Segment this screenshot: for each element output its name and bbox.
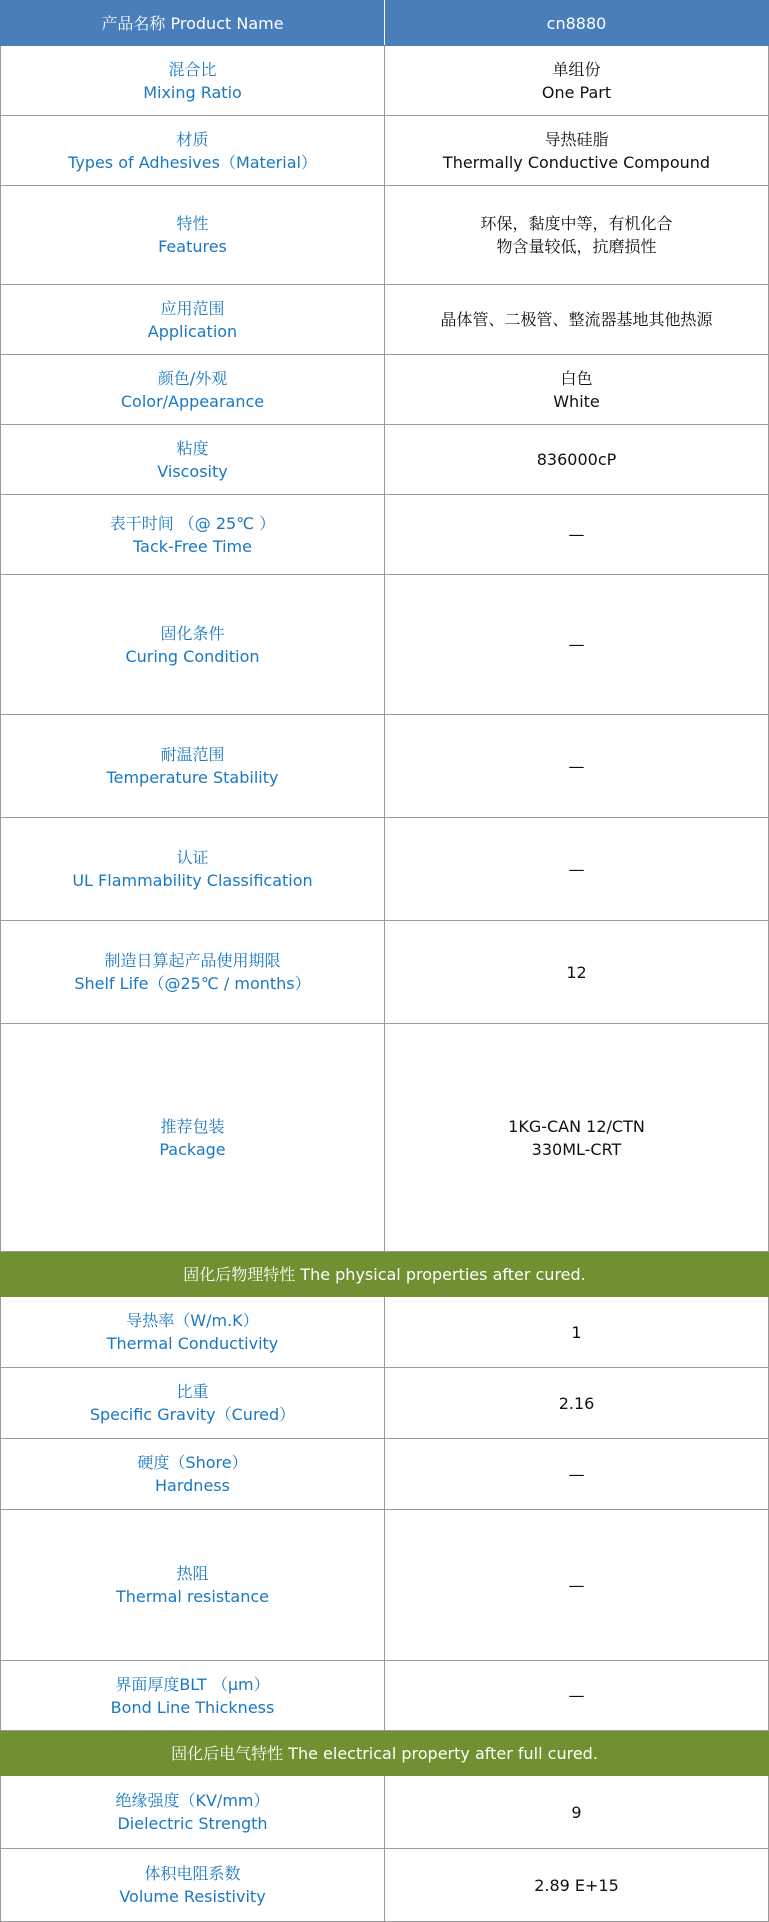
property-label-en: UL Flammability Classification xyxy=(72,871,313,890)
table-row xyxy=(1,1024,769,1252)
table-row xyxy=(1,46,769,116)
property-label-en: Features xyxy=(158,237,227,256)
property-label-cell xyxy=(1,355,385,425)
property-label-cn: 颜色/外观 xyxy=(157,368,228,388)
property-label-cn: 材质 xyxy=(176,129,209,149)
table-row xyxy=(1,1776,769,1849)
property-value-cell xyxy=(385,355,769,425)
property-value-cell xyxy=(385,1849,769,1922)
property-value: — xyxy=(568,635,585,654)
table-row xyxy=(1,1849,769,1922)
property-label-cn: 粘度 xyxy=(176,438,209,458)
property-label-cell xyxy=(1,1439,385,1510)
property-label-cell xyxy=(1,715,385,818)
property-value-cell xyxy=(385,186,769,285)
property-label-cn: 特性 xyxy=(176,214,209,233)
property-value: — xyxy=(568,1686,585,1705)
table-row xyxy=(1,1661,769,1731)
property-value: — xyxy=(568,1575,585,1595)
property-label-en: Dielectric Strength xyxy=(117,1814,268,1833)
property-value-cell xyxy=(385,46,769,116)
property-value: One Part xyxy=(541,82,612,102)
property-label-cn: 体积电阻系数 xyxy=(144,1864,241,1883)
property-label-cn: 绝缘强度（KV/mm） xyxy=(115,1791,270,1810)
property-label-cn: 界面厚度BLT （μm） xyxy=(115,1674,270,1694)
property-label-cn: 表干时间 （@ 25℃ ） xyxy=(109,513,276,533)
property-label-cn: 应用范围 xyxy=(160,298,225,318)
property-label-en: Mixing Ratio xyxy=(143,82,242,102)
table-row xyxy=(1,495,769,575)
table-row xyxy=(1,1368,769,1439)
property-value: White xyxy=(553,391,600,411)
property-value-cell xyxy=(385,425,769,495)
property-label-cell xyxy=(1,1661,385,1731)
table-header-row xyxy=(1,1,769,46)
section-title: 固化后物理特性 The physical properties after cured. xyxy=(1,1252,769,1297)
property-value: 单组份 xyxy=(552,59,601,79)
property-label-en: Thermal Conductivity xyxy=(106,1334,279,1353)
section-title: 固化后电气特性 The electrical property after full cured. xyxy=(1,1731,769,1776)
property-value: Thermally Conductive Compound xyxy=(442,152,711,172)
property-label-en: Package xyxy=(159,1139,226,1159)
table-row xyxy=(1,921,769,1024)
property-value: 物含量较低，抗磨损性 xyxy=(496,237,657,256)
table-row xyxy=(1,818,769,921)
table-row xyxy=(1,1510,769,1661)
property-value-cell xyxy=(385,495,769,575)
property-value: 330ML-CRT xyxy=(531,1139,622,1159)
property-label-en: Application xyxy=(147,321,238,341)
property-label-en: Types of Adhesives（Material） xyxy=(68,152,317,172)
property-value-cell xyxy=(385,1661,769,1731)
property-label-cell xyxy=(1,1368,385,1439)
property-label-cell xyxy=(1,46,385,116)
property-label-en: Specific Gravity（Cured） xyxy=(89,1405,296,1424)
property-value-cell xyxy=(385,818,769,921)
property-label-cell xyxy=(1,1297,385,1368)
table-row xyxy=(1,186,769,285)
property-label-cell xyxy=(1,1510,385,1661)
property-value-cell xyxy=(385,921,769,1024)
property-value: 1 xyxy=(571,1322,582,1342)
property-label-cn: 制造日算起产品使用期限 xyxy=(104,951,281,970)
property-value: — xyxy=(568,859,585,879)
property-value-cell xyxy=(385,1368,769,1439)
product-name-value: cn8880 xyxy=(385,1,769,46)
property-label-cell xyxy=(1,1849,385,1922)
property-value-cell xyxy=(385,575,769,715)
property-label-cell xyxy=(1,1776,385,1849)
table-row xyxy=(1,425,769,495)
property-value: — xyxy=(568,525,585,544)
property-label-en: Hardness xyxy=(155,1476,230,1495)
property-label-cn: 认证 xyxy=(176,848,209,867)
property-value: 2.16 xyxy=(558,1393,595,1413)
table-row xyxy=(1,116,769,186)
property-label-cell xyxy=(1,116,385,186)
table-row xyxy=(1,715,769,818)
property-label-en: Shelf Life（@25℃ / months） xyxy=(74,974,311,993)
property-value: 环保，黏度中等，有机化合 xyxy=(480,214,673,233)
property-label-cn: 固化条件 xyxy=(160,623,225,643)
table-row xyxy=(1,355,769,425)
property-label-en: Color/Appearance xyxy=(120,391,265,411)
property-label-cell xyxy=(1,575,385,715)
property-label-cell xyxy=(1,1024,385,1252)
property-value-cell xyxy=(385,1024,769,1252)
property-label-cn: 热阻 xyxy=(176,1564,209,1583)
electrical-properties-section-header xyxy=(1,1731,769,1776)
property-value: 导热硅脂 xyxy=(544,129,609,149)
property-label-en: Bond Line Thickness xyxy=(110,1697,275,1717)
property-value: 1KG-CAN 12/CTN xyxy=(508,1116,645,1136)
property-value: 9 xyxy=(571,1802,582,1822)
property-label-cell xyxy=(1,495,385,575)
property-value: — xyxy=(568,756,585,776)
property-label-en: Temperature Stability xyxy=(106,768,279,787)
property-label-cell xyxy=(1,186,385,285)
property-value: 晶体管、二极管、整流器基地其他热源 xyxy=(440,310,713,329)
property-label-cn: 推荐包装 xyxy=(160,1116,225,1136)
property-value-cell xyxy=(385,1510,769,1661)
property-label-cell xyxy=(1,818,385,921)
property-label-en: Curing Condition xyxy=(125,646,260,666)
property-label-en: Tack-Free Time xyxy=(133,536,252,556)
property-label-en: Thermal resistance xyxy=(115,1587,270,1606)
property-value: — xyxy=(568,1464,585,1484)
property-value-cell xyxy=(385,1439,769,1510)
property-label-cn: 硬度（Shore） xyxy=(137,1453,248,1472)
property-label-cn: 导热率（W/m.K） xyxy=(126,1311,259,1330)
table-row xyxy=(1,285,769,355)
property-value: 12 xyxy=(566,962,587,982)
product-name-label: 产品名称 Product Name xyxy=(1,1,385,46)
physical-properties-section-header xyxy=(1,1252,769,1297)
table-row xyxy=(1,1297,769,1368)
property-label-cell xyxy=(1,921,385,1024)
property-value: 白色 xyxy=(560,368,593,388)
property-label-cn: 混合比 xyxy=(168,59,217,79)
property-value: 2.89 E+15 xyxy=(534,1875,619,1895)
table-row xyxy=(1,575,769,715)
property-value-cell xyxy=(385,1297,769,1368)
table-row xyxy=(1,1439,769,1510)
property-label-cell xyxy=(1,285,385,355)
property-value-cell xyxy=(385,116,769,186)
property-label-cn: 耐温范围 xyxy=(160,745,225,764)
property-value-cell xyxy=(385,715,769,818)
property-value-cell xyxy=(385,285,769,355)
property-value-cell xyxy=(385,1776,769,1849)
property-label-cn: 比重 xyxy=(176,1382,209,1401)
property-label-cell xyxy=(1,425,385,495)
property-value: 836000cP xyxy=(536,450,617,469)
property-label-en: Volume Resistivity xyxy=(119,1887,266,1906)
property-label-en: Viscosity xyxy=(157,461,228,481)
